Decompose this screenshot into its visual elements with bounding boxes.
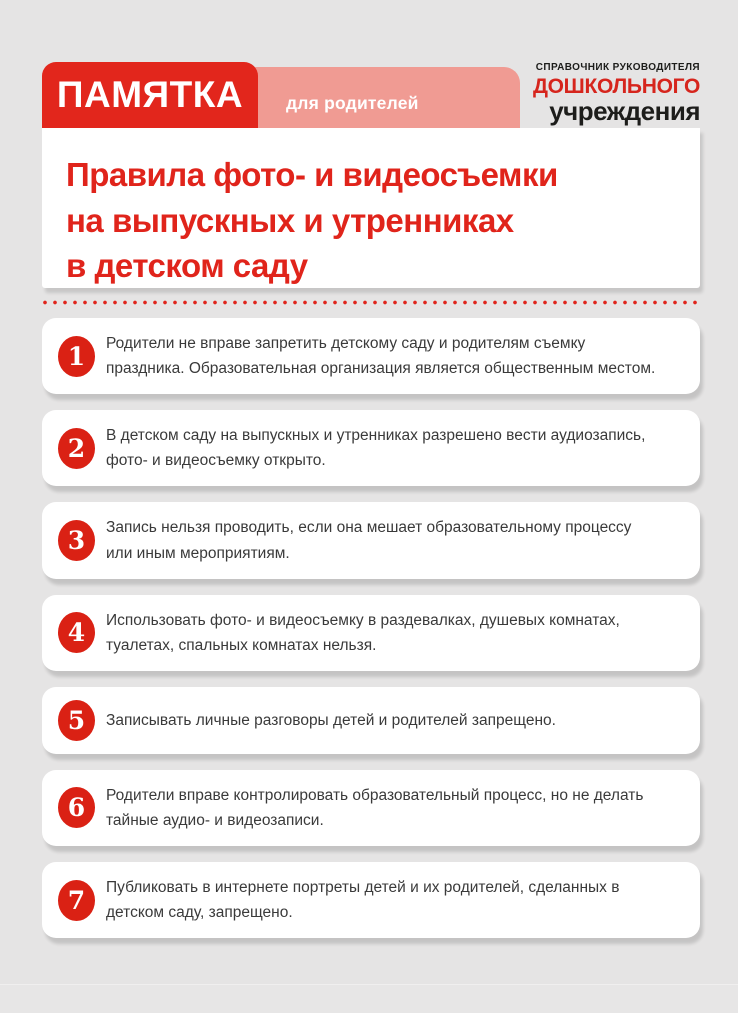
page-title-line-2: на выпускных и утренниках xyxy=(66,201,514,239)
logo-line-top: СПРАВОЧНИК РУКОВОДИТЕЛЯ xyxy=(535,62,700,73)
logo-line-bottom: учреждения xyxy=(549,96,700,126)
title-card xyxy=(42,128,700,288)
rule-number-badge xyxy=(58,880,95,921)
rule-number: 1 xyxy=(67,341,86,371)
page-title-line-3: в детском саду xyxy=(66,247,308,285)
rule-number: 4 xyxy=(67,618,86,648)
rule-number: 6 xyxy=(67,793,86,823)
dotted-divider xyxy=(40,300,700,305)
rule-number: 3 xyxy=(67,526,86,556)
rule-card-2 xyxy=(42,410,700,486)
audience-label: для родителей xyxy=(286,93,419,113)
page-bottom-edge xyxy=(0,984,738,1013)
memo-tab xyxy=(42,62,258,128)
rule-card-7 xyxy=(42,862,700,938)
logo-line-middle: ДОШКОЛЬНОГО xyxy=(532,75,700,98)
rule-card-1 xyxy=(42,318,700,394)
rule-number: 7 xyxy=(67,885,86,915)
rule-text: Записывать личные разговоры детей и родителей запрещено. xyxy=(106,711,556,729)
rule-text: Использовать фото- и видеосъемку в раздевалках, душевых комнатах, туалетах, спальных комнатах нельзя. xyxy=(106,611,620,654)
rule-text: Родители вправе контролировать образовательный процесс, но не делать тайные аудио- и видеозаписи. xyxy=(106,786,644,829)
rule-card-6 xyxy=(42,770,700,846)
rule-card-3 xyxy=(42,502,700,578)
rule-number-badge xyxy=(58,700,95,741)
rule-number-badge xyxy=(58,336,95,377)
rule-number: 5 xyxy=(67,705,86,735)
rule-number-badge xyxy=(58,520,95,561)
rule-number-badge xyxy=(58,787,95,828)
rule-card-5 xyxy=(42,687,700,754)
page-title-line-1: Правила фото- и видеосъемки xyxy=(66,156,558,193)
publisher-logo xyxy=(533,63,700,124)
rule-text: Родители не вправе запретить детскому саду и родителям съемку праздника. Образовательная организация является общественным местом. xyxy=(106,335,656,378)
rule-card-4 xyxy=(42,595,700,671)
rule-number-badge xyxy=(58,428,95,469)
rule-text: Публиковать в интернете портреты детей и их родителей, сделанных в детском саду, запрещено. xyxy=(106,879,620,922)
audience-tab xyxy=(240,67,520,128)
rules-list xyxy=(42,318,700,938)
rule-number: 2 xyxy=(67,433,86,463)
rule-text: В детском саду на выпускных и утренниках разрешено вести аудиозапись, фото- и видеосъемку открыто. xyxy=(106,427,646,470)
rule-text: Запись нельзя проводить, если она мешает образовательному процессу или иным мероприятиям. xyxy=(106,519,632,562)
memo-label: ПАМЯТКА xyxy=(56,74,244,115)
rule-number-badge xyxy=(58,612,95,653)
